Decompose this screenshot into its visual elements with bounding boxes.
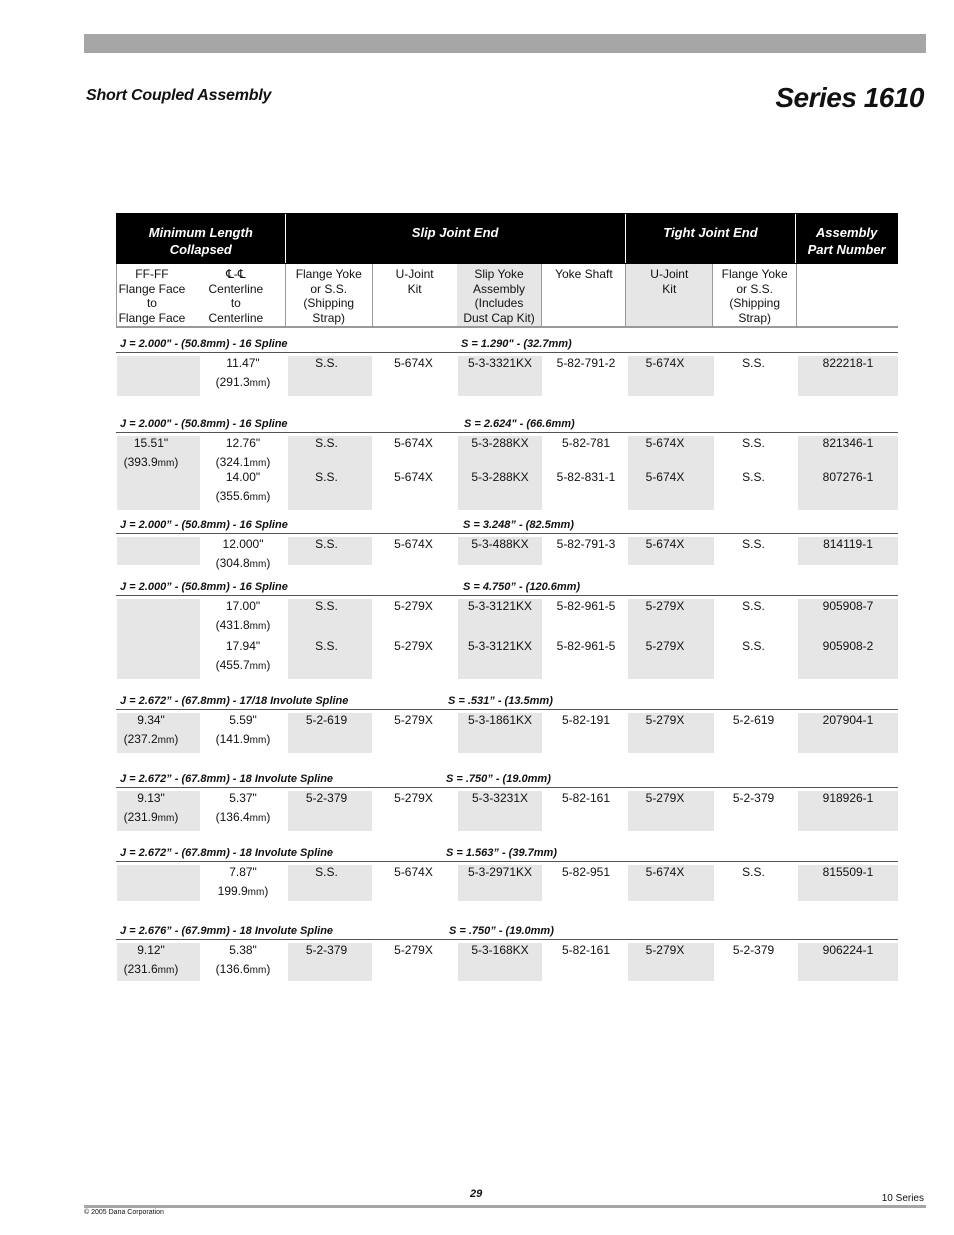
ujoint-tight bbox=[622, 711, 708, 730]
ff-length bbox=[116, 789, 186, 828]
table-row bbox=[116, 597, 898, 631]
ff-length-value: 9.12" bbox=[137, 943, 165, 957]
ujoint-tight bbox=[622, 468, 708, 487]
flange-yoke-tight bbox=[711, 434, 796, 453]
header-slip-joint: Slip Joint End bbox=[286, 214, 626, 263]
ujoint-tight-value: 5-674X bbox=[645, 356, 685, 370]
spec-group-label bbox=[116, 695, 898, 710]
cc-length bbox=[186, 789, 300, 828]
col-ff: FF-FF Flange Face to Flange Face bbox=[118, 267, 186, 325]
ujoint-slip-value: 5-674X bbox=[394, 470, 433, 484]
flange-yoke-tight-value: S.S. bbox=[742, 639, 765, 653]
assembly-part-number-value: 815509-1 bbox=[822, 865, 874, 879]
assembly-part-number-value: 207904-1 bbox=[822, 713, 874, 727]
ujoint-slip bbox=[371, 468, 456, 487]
yoke-shaft bbox=[543, 354, 629, 373]
ff-length-mm: (393.9mm) bbox=[123, 455, 179, 469]
j-spec: J = 2.676” - (67.9mm) - 18 Involute Spline bbox=[120, 925, 334, 937]
spec-group bbox=[116, 581, 898, 672]
ujoint-tight-value: 5-674X bbox=[645, 865, 685, 879]
table-row bbox=[116, 863, 898, 897]
flange-yoke-tight bbox=[711, 468, 796, 487]
cc-length-value: 12.000" bbox=[222, 537, 264, 551]
ujoint-tight bbox=[622, 637, 708, 656]
slip-yoke-assembly bbox=[457, 863, 543, 882]
spec-group-label bbox=[116, 418, 898, 433]
table-row bbox=[116, 354, 898, 388]
spec-group bbox=[116, 773, 898, 824]
col-cc: ℄-℄ Centerline to Centerline bbox=[187, 264, 286, 326]
flange-yoke-slip-value: S.S. bbox=[315, 865, 338, 879]
yoke-shaft bbox=[543, 711, 629, 730]
footer-series: 10 Series bbox=[881, 1193, 924, 1204]
flange-yoke-tight bbox=[711, 863, 796, 882]
flange-yoke-tight bbox=[711, 637, 796, 656]
yoke-shaft bbox=[543, 597, 629, 616]
cc-length-mm: (291.3mm) bbox=[215, 375, 271, 389]
slip-yoke-assembly bbox=[457, 535, 543, 554]
spec-group bbox=[116, 338, 898, 389]
flange-yoke-slip bbox=[284, 789, 369, 808]
flange-yoke-tight bbox=[711, 711, 796, 730]
spec-group-label bbox=[116, 925, 898, 940]
cc-length-value: 7.87" bbox=[229, 865, 257, 879]
flange-yoke-slip-value: S.S. bbox=[315, 599, 338, 613]
j-spec: J = 2.000” - (50.8mm) - 16 Spline bbox=[120, 519, 288, 531]
assembly-part-number bbox=[798, 863, 898, 882]
cc-length bbox=[186, 637, 300, 676]
header-group-row bbox=[116, 213, 898, 264]
yoke-shaft-value: 5-82-961-5 bbox=[556, 639, 616, 653]
ff-length-value: 15.51" bbox=[133, 436, 169, 450]
ff-length-value: 9.13" bbox=[137, 791, 165, 805]
assembly-part-number-value: 822218-1 bbox=[822, 356, 874, 370]
flange-yoke-tight bbox=[711, 941, 796, 960]
flange-yoke-slip-value: S.S. bbox=[315, 436, 338, 450]
ujoint-slip bbox=[371, 637, 456, 656]
j-spec: J = 2.672” - (67.8mm) - 18 Involute Spline bbox=[120, 847, 334, 859]
ujoint-tight-value: 5-279X bbox=[645, 791, 685, 805]
cc-length-value: 17.00" bbox=[225, 599, 261, 613]
ff-length bbox=[116, 941, 186, 980]
ujoint-tight bbox=[622, 535, 708, 554]
cc-length-mm: 199.9mm) bbox=[217, 884, 269, 898]
flange-yoke-tight-value: S.S. bbox=[742, 356, 765, 370]
col-flange-yoke-slip: Flange Yoke or S.S. (Shipping Strap) bbox=[286, 264, 373, 326]
cc-length bbox=[186, 711, 300, 750]
spec-group-label bbox=[116, 581, 898, 596]
flange-yoke-tight bbox=[711, 597, 796, 616]
table-row bbox=[116, 468, 898, 502]
cc-length-value: 11.47" bbox=[226, 356, 260, 370]
assembly-part-number-value: 905908-2 bbox=[822, 639, 874, 653]
j-spec: J = 2.000” - (50.8mm) - 16 Spline bbox=[120, 581, 288, 593]
cc-length bbox=[186, 468, 300, 507]
table-row bbox=[116, 789, 898, 823]
s-spec: S = 1.563” - (39.7mm) bbox=[446, 847, 557, 859]
assembly-part-number bbox=[798, 711, 898, 730]
ujoint-tight bbox=[622, 434, 708, 453]
copyright: © 2005 Dana Corporation bbox=[84, 1209, 164, 1216]
slip-yoke-assembly bbox=[457, 597, 543, 616]
yoke-shaft-value: 5-82-161 bbox=[561, 791, 611, 805]
assembly-part-number bbox=[798, 597, 898, 616]
cc-length-value: 5.37" bbox=[229, 791, 257, 805]
spec-group-label bbox=[116, 519, 898, 534]
slip-yoke-assembly-value: 5-3-2971KX bbox=[467, 865, 533, 879]
ff-length-value: 9.34" bbox=[137, 713, 165, 727]
s-spec: S = 1.290" - (32.7mm) bbox=[461, 338, 572, 350]
spec-group-label bbox=[116, 847, 898, 862]
flange-yoke-slip bbox=[284, 863, 369, 882]
slip-yoke-assembly bbox=[457, 637, 543, 656]
cc-length-mm: (431.8mm) bbox=[215, 618, 271, 632]
flange-yoke-tight-value: S.S. bbox=[742, 537, 765, 551]
page-title: Series 1610 bbox=[775, 82, 924, 113]
spec-group bbox=[116, 925, 898, 976]
assembly-part-number-value: 918926-1 bbox=[822, 791, 874, 805]
j-spec: J = 2.000" - (50.8mm) - 16 Spline bbox=[120, 418, 288, 430]
flange-yoke-tight-value: S.S. bbox=[742, 599, 765, 613]
spec-group bbox=[116, 847, 898, 898]
ujoint-slip bbox=[371, 789, 456, 808]
page-number: 29 bbox=[470, 1188, 483, 1200]
assembly-part-number-value: 905908-7 bbox=[822, 599, 874, 613]
col-ujoint-tight: U-Joint Kit bbox=[626, 264, 713, 326]
ujoint-slip-value: 5-279X bbox=[394, 599, 433, 613]
cc-length bbox=[186, 597, 300, 636]
slip-yoke-assembly-value: 5-3-168KX bbox=[471, 943, 529, 957]
flange-yoke-slip bbox=[284, 434, 369, 453]
flange-yoke-tight bbox=[711, 354, 796, 373]
flange-yoke-slip-value: S.S. bbox=[315, 639, 338, 653]
yoke-shaft bbox=[543, 637, 629, 656]
flange-yoke-tight-value: S.S. bbox=[742, 865, 765, 879]
cc-length-value: 12.76" bbox=[225, 436, 261, 450]
slip-yoke-assembly-value: 5-3-1861KX bbox=[467, 713, 533, 727]
s-spec: S = 3.248” - (82.5mm) bbox=[463, 519, 574, 531]
s-spec: S = .750” - (19.0mm) bbox=[449, 925, 554, 937]
spec-group-label bbox=[116, 773, 898, 788]
ff-length-mm: (231.6mm) bbox=[123, 962, 179, 976]
table-row bbox=[116, 637, 898, 671]
ujoint-tight bbox=[622, 597, 708, 616]
ff-length bbox=[116, 711, 186, 750]
j-spec: J = 2.000" - (50.8mm) - 16 Spline bbox=[120, 338, 288, 350]
flange-yoke-tight bbox=[711, 789, 796, 808]
flange-yoke-slip-value: S.S. bbox=[315, 356, 338, 370]
spec-group bbox=[116, 695, 898, 746]
footer-divider bbox=[84, 1205, 926, 1208]
ujoint-tight-value: 5-674X bbox=[645, 436, 685, 450]
ujoint-tight bbox=[622, 789, 708, 808]
slip-yoke-assembly-value: 5-3-3321KX bbox=[467, 356, 533, 370]
yoke-shaft bbox=[543, 535, 629, 554]
flange-yoke-slip-value: 5-2-379 bbox=[305, 943, 348, 957]
yoke-shaft-value: 5-82-951 bbox=[561, 865, 611, 879]
flange-yoke-tight-value: 5-2-379 bbox=[732, 943, 775, 957]
yoke-shaft bbox=[543, 789, 629, 808]
cc-length bbox=[186, 535, 300, 574]
table-row bbox=[116, 711, 898, 745]
flange-yoke-slip bbox=[284, 711, 369, 730]
cc-length-mm: (136.4mm) bbox=[215, 810, 271, 824]
flange-yoke-tight-value: S.S. bbox=[742, 436, 765, 450]
flange-yoke-tight-value: S.S. bbox=[742, 470, 765, 484]
col-part-number bbox=[797, 264, 898, 326]
ujoint-tight-value: 5-279X bbox=[645, 713, 685, 727]
cc-length-value: 14.00" bbox=[225, 470, 261, 484]
yoke-shaft-value: 5-82-831-1 bbox=[556, 470, 616, 484]
flange-yoke-slip-value: 5-2-379 bbox=[305, 791, 348, 805]
flange-yoke-slip-value: S.S. bbox=[315, 470, 338, 484]
ujoint-slip bbox=[371, 597, 456, 616]
slip-yoke-assembly-value: 5-3-3231X bbox=[471, 791, 529, 805]
yoke-shaft bbox=[543, 468, 629, 487]
slip-yoke-assembly-value: 5-3-3121KX bbox=[467, 599, 533, 613]
yoke-shaft bbox=[543, 434, 629, 453]
j-spec: J = 2.672” - (67.8mm) - 18 Involute Spline bbox=[120, 773, 334, 785]
slip-yoke-assembly bbox=[457, 711, 543, 730]
ujoint-tight bbox=[622, 354, 708, 373]
slip-yoke-assembly-value: 5-3-288KX bbox=[471, 436, 529, 450]
assembly-part-number bbox=[798, 941, 898, 960]
col-yoke-shaft: Yoke Shaft bbox=[542, 264, 626, 326]
ujoint-slip bbox=[371, 941, 456, 960]
j-spec: J = 2.672” - (67.8mm) - 17/18 Involute Spline bbox=[120, 695, 349, 707]
assembly-part-number bbox=[798, 434, 898, 453]
ujoint-tight-value: 5-279X bbox=[645, 599, 685, 613]
flange-yoke-slip bbox=[284, 468, 369, 487]
ujoint-slip-value: 5-279X bbox=[394, 639, 433, 653]
cc-length-value: 17.94" bbox=[225, 639, 261, 653]
slip-yoke-assembly bbox=[457, 468, 543, 487]
yoke-shaft-value: 5-82-961-5 bbox=[556, 599, 616, 613]
slip-yoke-assembly-value: 5-3-288KX bbox=[471, 470, 529, 484]
ujoint-tight bbox=[622, 863, 708, 882]
cc-length-value: 5.38" bbox=[229, 943, 257, 957]
assembly-part-number bbox=[798, 789, 898, 808]
slip-yoke-assembly bbox=[457, 941, 543, 960]
ff-length-mm: (231.9mm) bbox=[123, 810, 179, 824]
ujoint-slip-value: 5-279X bbox=[394, 943, 433, 957]
slip-yoke-assembly-value: 5-3-3121KX bbox=[467, 639, 533, 653]
page-subtitle: Short Coupled Assembly bbox=[86, 87, 272, 104]
s-spec: S = 2.624" - (66.6mm) bbox=[464, 418, 575, 430]
flange-yoke-slip bbox=[284, 637, 369, 656]
cc-length-mm: (304.8mm) bbox=[215, 556, 271, 570]
cc-length-mm: (324.1mm) bbox=[215, 455, 271, 469]
header-min-length: Minimum Length Collapsed bbox=[117, 214, 286, 263]
flange-yoke-slip bbox=[284, 941, 369, 960]
spec-group bbox=[116, 519, 898, 570]
flange-yoke-tight-value: 5-2-379 bbox=[732, 791, 775, 805]
yoke-shaft-value: 5-82-161 bbox=[561, 943, 611, 957]
yoke-shaft-value: 5-82-781 bbox=[561, 436, 611, 450]
col-ujoint-slip: U-Joint Kit bbox=[395, 267, 434, 296]
flange-yoke-slip-value: S.S. bbox=[315, 537, 338, 551]
ujoint-tight-value: 5-279X bbox=[645, 639, 685, 653]
cc-length bbox=[186, 354, 300, 393]
yoke-shaft bbox=[543, 941, 629, 960]
s-spec: S = .531” - (13.5mm) bbox=[448, 695, 553, 707]
ujoint-tight-value: 5-674X bbox=[645, 470, 685, 484]
table-row bbox=[116, 434, 898, 468]
flange-yoke-tight bbox=[711, 535, 796, 554]
ujoint-slip bbox=[371, 354, 456, 373]
ff-length-mm: (237.2mm) bbox=[123, 732, 179, 746]
ujoint-slip-value: 5-279X bbox=[394, 791, 433, 805]
header-column-row bbox=[116, 264, 898, 328]
cc-length bbox=[186, 941, 300, 980]
cc-length-mm: (141.9mm) bbox=[215, 732, 271, 746]
assembly-part-number bbox=[798, 354, 898, 373]
ujoint-slip-value: 5-674X bbox=[394, 356, 433, 370]
s-spec: S = .750” - (19.0mm) bbox=[446, 773, 551, 785]
ujoint-tight-value: 5-674X bbox=[645, 537, 685, 551]
col-slip-yoke: Slip Yoke Assembly (Includes Dust Cap Kit) bbox=[457, 264, 543, 326]
ujoint-tight-value: 5-279X bbox=[645, 943, 685, 957]
table-row bbox=[116, 941, 898, 975]
cc-length-mm: (455.7mm) bbox=[215, 658, 271, 672]
yoke-shaft-value: 5-82-791-2 bbox=[556, 356, 616, 370]
ujoint-slip-value: 5-279X bbox=[394, 713, 433, 727]
col-flange-yoke-tight: Flange Yoke or S.S. (Shipping Strap) bbox=[713, 264, 797, 326]
table-row bbox=[116, 535, 898, 569]
flange-yoke-slip bbox=[284, 354, 369, 373]
assembly-part-number-value: 906224-1 bbox=[822, 943, 874, 957]
cc-length bbox=[186, 863, 300, 902]
assembly-part-number-value: 814119-1 bbox=[823, 537, 873, 551]
spec-group bbox=[116, 418, 898, 503]
flange-yoke-slip bbox=[284, 597, 369, 616]
yoke-shaft bbox=[543, 863, 629, 882]
assembly-part-number bbox=[798, 637, 898, 656]
slip-yoke-assembly bbox=[457, 434, 543, 453]
header-tight-joint: Tight Joint End bbox=[626, 214, 797, 263]
ujoint-slip bbox=[371, 863, 456, 882]
header-assembly-part: Assembly Part Number bbox=[807, 225, 886, 257]
ujoint-slip-value: 5-674X bbox=[394, 436, 433, 450]
top-bar bbox=[84, 34, 926, 53]
ujoint-slip-value: 5-674X bbox=[394, 865, 433, 879]
cc-length-value: 5.59" bbox=[229, 713, 257, 727]
ujoint-slip bbox=[371, 434, 456, 453]
slip-yoke-assembly bbox=[457, 354, 543, 373]
cc-length-mm: (355.6mm) bbox=[215, 489, 271, 503]
cc-length-mm: (136.6mm) bbox=[215, 962, 271, 976]
flange-yoke-tight-value: 5-2-619 bbox=[732, 713, 775, 727]
flange-yoke-slip-value: 5-2-619 bbox=[305, 713, 348, 727]
slip-yoke-assembly-value: 5-3-488KX bbox=[471, 537, 529, 551]
s-spec: S = 4.750” - (120.6mm) bbox=[463, 581, 581, 593]
ujoint-slip bbox=[371, 711, 456, 730]
parts-table-header bbox=[116, 213, 898, 328]
assembly-part-number bbox=[798, 535, 898, 554]
assembly-part-number-value: 807276-1 bbox=[822, 470, 874, 484]
ujoint-tight bbox=[622, 941, 708, 960]
ujoint-slip-value: 5-674X bbox=[394, 537, 433, 551]
assembly-part-number bbox=[798, 468, 898, 487]
assembly-part-number-value: 821346-1 bbox=[822, 436, 874, 450]
slip-yoke-assembly bbox=[457, 789, 543, 808]
yoke-shaft-value: 5-82-791-3 bbox=[556, 537, 616, 551]
yoke-shaft-value: 5-82-191 bbox=[561, 713, 611, 727]
spec-group-label bbox=[116, 338, 898, 353]
ujoint-slip bbox=[371, 535, 456, 554]
flange-yoke-slip bbox=[284, 535, 369, 554]
